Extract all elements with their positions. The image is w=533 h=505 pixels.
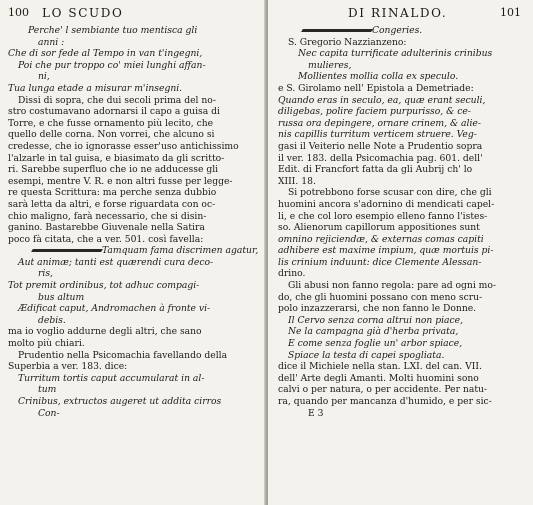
text-line-content: debis. [38, 314, 66, 326]
text-line-content: Mollientes mollia colla ex speculo. [298, 71, 459, 83]
text-line [278, 37, 527, 49]
text-line [278, 164, 527, 176]
text-line-content: Quando eras in seculo, ea, quæ erant seculi, [278, 94, 486, 106]
right-page-text [278, 25, 527, 419]
text-line [8, 37, 258, 49]
text-line [278, 106, 527, 118]
text-line-content: Torre, e che fusse ornamento più lecito, che [8, 117, 214, 129]
text-line [278, 25, 527, 37]
text-line [8, 141, 258, 153]
text-line [278, 268, 527, 280]
text-line [278, 408, 527, 420]
text-line-content: Tamquam fama discrimen agatur, [102, 245, 258, 257]
text-line-content: Edit. di Francfort fatta da gli Aubrij ch' lo [278, 164, 473, 176]
text-line-content: Gli abusi non fanno regola: pare ad ogni mo- [288, 280, 497, 292]
text-line-content: anni : [38, 36, 65, 48]
text-line-content: Ædificat caput, Andromachen à fronte vi- [18, 303, 211, 315]
text-line-content: Prudentio nella Psicomachia favellando della [18, 349, 228, 361]
text-line [8, 71, 258, 83]
text-line-content: Superbia a ver. 183. dice: [8, 361, 128, 373]
text-line-content: quello delle corna. Non vorrei, che alcuno si [8, 129, 215, 141]
text-line [8, 361, 258, 373]
text-line [278, 60, 527, 72]
text-line-content: S. Gregorio Nazzianzeno: [288, 36, 407, 48]
text-line-content: Congeries. [372, 25, 423, 36]
text-line-content: ris, [38, 268, 53, 280]
text-line-content: mulieres, [308, 59, 352, 71]
text-line [278, 48, 527, 60]
text-line [8, 268, 258, 280]
text-line-content: Aut animæ; tanti est quærendi cura deco- [18, 256, 214, 268]
text-line-content: ri. Sarebbe superfluo che io ne adducesse gli [8, 164, 219, 176]
text-line [278, 222, 527, 234]
left-page-number: 100 [8, 6, 29, 19]
text-line [278, 326, 527, 338]
text-line-content: do, che gli huomini possano con meno scru- [278, 291, 483, 303]
right-running-head: DI RINALDO. [348, 6, 448, 20]
text-line-content: huomini ancora s'adornino di mendicati capel- [278, 198, 495, 210]
text-line [278, 257, 527, 269]
text-line-content: ra, quando per mancanza d'humido, e per sic- [278, 396, 492, 407]
text-line [8, 176, 258, 188]
text-line-content: il ver. 183. della Psicomachia pag. 601. dell' [278, 152, 483, 164]
text-line [278, 338, 527, 350]
ornamental-rule [31, 249, 103, 252]
text-line [8, 153, 258, 165]
text-line-content: Spiace la testa di capei spogliata. [288, 349, 445, 361]
text-line-content: esempi, mentre V. R. e non altri fusse per legge- [8, 175, 233, 187]
text-line-content: ma io voglio addurne degli altri, che sano [8, 326, 202, 338]
text-line [8, 326, 258, 338]
text-line [8, 129, 258, 141]
text-line [278, 141, 527, 153]
text-line [8, 338, 258, 350]
text-line-content: l'alzarle in tal guisa, e biasimato da gli scritto- [8, 152, 225, 164]
text-line-content: Nec capita turrificate adulterinis crinibus [298, 48, 493, 60]
text-line-content: adhibere est maxime impium, quæ mortuis pi- [278, 245, 494, 257]
text-line-content: Dissi di sopra, che dui secoli prima del no- [18, 94, 216, 106]
text-line-content: Turritum tortis caput accumularat in al- [18, 372, 205, 384]
text-line-content: gasi il Veiterio nelle Note a Prudentio sopra [278, 140, 483, 152]
text-line [278, 396, 527, 408]
text-line [8, 396, 258, 408]
text-line-content: stro costumavano adornarsi il capo a guisa di [8, 106, 220, 118]
text-line-content: bus altum [38, 291, 85, 303]
text-line-content: russa ora depingere, ornare crinem, & alie- [278, 117, 481, 129]
text-line-content: omnino rejiciendæ, & externas comas capiti [278, 233, 484, 245]
text-line-content: lis crinium induunt: dice Clemente Alessan- [278, 256, 482, 268]
text-line [278, 129, 527, 141]
text-line [278, 373, 527, 385]
text-line [8, 83, 258, 95]
text-line-content: Che di sor fede al Tempo in van t'ingegni, [8, 48, 203, 60]
text-line [278, 187, 527, 199]
text-line [8, 350, 258, 362]
text-line [278, 211, 527, 223]
text-line-content: credesse, che io ignorasse esser'uso antichissimo [8, 140, 239, 152]
right-page [268, 0, 533, 505]
text-line [278, 83, 527, 95]
text-line [8, 187, 258, 199]
text-line-content: sarà letta da altri, e forse riguardata con oc- [8, 198, 216, 210]
text-line [8, 222, 258, 234]
text-line-content: Tot premit ordinibus, tot adhuc compagi- [8, 280, 200, 292]
text-line [8, 25, 258, 37]
right-page-header [278, 6, 527, 22]
text-line [8, 408, 258, 420]
text-line [278, 71, 527, 83]
text-line-content: E 3 [308, 407, 324, 419]
text-line-content: Perche' l sembiante tuo mentisca gli [28, 25, 198, 36]
text-line [8, 373, 258, 385]
text-line-content: diligebas, polire faciem purpurisso, & ce- [278, 106, 471, 118]
text-line [8, 106, 258, 118]
text-line-content: Ne la campagna già d'herba privata, [288, 326, 459, 338]
text-line [278, 118, 527, 130]
text-line [278, 292, 527, 304]
text-line-content: polo inzazzerarsi, che non fanno le Donne. [278, 303, 477, 315]
text-line-content: ganino. Bastarebbe Giuvenale nella Satira [8, 222, 205, 234]
text-line [278, 280, 527, 292]
text-line-content: Si potrebbono forse scusar con dire, che gli [288, 187, 492, 199]
text-line [278, 315, 527, 327]
text-line [278, 384, 527, 396]
text-line [278, 234, 527, 246]
text-line [8, 211, 258, 223]
text-line-content: dice il Michiele nella stan. LXI. del can. VII. [278, 361, 482, 373]
text-line-content: li, e che col loro esempio elleno fanno l'istes- [278, 210, 488, 222]
text-line [278, 350, 527, 362]
text-line-content: chio maligno, farà necessario, che si disin- [8, 210, 207, 222]
text-line [8, 164, 258, 176]
text-line [8, 292, 258, 304]
text-line [278, 199, 527, 211]
left-running-head: LO SCUDO [42, 6, 124, 20]
text-line [278, 303, 527, 315]
text-line-content: tum [38, 384, 57, 396]
left-page-text [8, 25, 258, 419]
text-line-content: Poi che pur troppo co' miei lunghi affan- [18, 59, 206, 71]
text-line [8, 95, 258, 107]
text-line-content: dell' Arte degli Amanti. Molti huomini sono [278, 372, 479, 384]
text-line [278, 176, 527, 188]
text-line-content: e S. Girolamo nell' Epistola a Demetriade: [278, 82, 474, 94]
right-page-number: 101 [500, 6, 521, 19]
text-line [8, 48, 258, 60]
text-line [8, 257, 258, 269]
text-line-content: Tua lunga etade a misurar m'insegni. [8, 82, 183, 94]
text-line [8, 384, 258, 396]
text-line [8, 234, 258, 246]
text-line [8, 199, 258, 211]
text-line-content: ni, [38, 71, 50, 83]
text-line [8, 315, 258, 327]
text-line [278, 153, 527, 165]
text-line [8, 118, 258, 130]
text-line-content: so. Alienorum capillorum appositiones sunt [278, 222, 480, 234]
text-line-content: XIII. 18. [278, 175, 316, 187]
text-line-content: Il Cervo senza corna altrui non piace, [288, 314, 464, 326]
text-line-content: calvi o per natura, o per accidente. Per natu- [278, 384, 488, 396]
text-line-content: E come senza foglie un' arbor spiace, [288, 338, 463, 350]
ornamental-rule [301, 29, 373, 32]
text-line [278, 361, 527, 373]
text-line-content: poco fà citata, che a ver. 501. così favella: [8, 233, 204, 245]
text-line [8, 280, 258, 292]
text-line [8, 245, 258, 257]
text-line-content: Crinibus, extructos augeret ut addita cirros [18, 396, 222, 407]
left-page [0, 0, 266, 505]
text-line [278, 245, 527, 257]
text-line-content: re questa Scrittura: ma perche senza dubbio [8, 187, 217, 199]
text-line-content: drino. [278, 268, 306, 280]
text-line [8, 303, 258, 315]
text-line-content: nis capillis turritum verticem struere. Veg- [278, 129, 477, 141]
text-line-content: molto più chiari. [8, 338, 85, 350]
text-line [8, 60, 258, 72]
text-line-content: Con- [38, 407, 60, 419]
text-line [278, 95, 527, 107]
left-page-header [8, 6, 258, 22]
